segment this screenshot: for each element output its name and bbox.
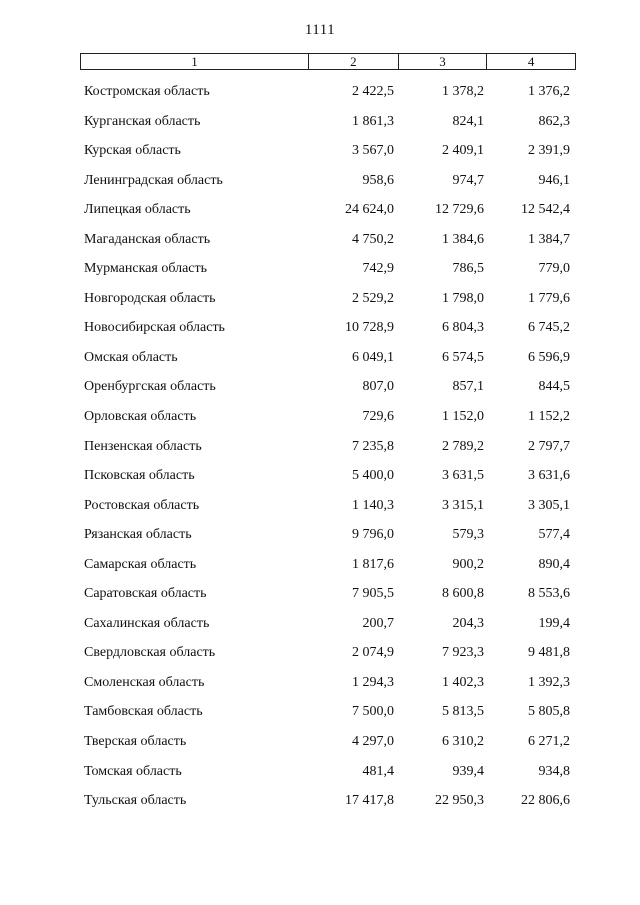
value-col-4: 12 542,4 (521, 202, 570, 218)
value-col-3: 1 152,0 (442, 409, 484, 425)
value-col-2: 2 074,9 (352, 645, 394, 661)
value-col-2: 17 417,8 (345, 793, 394, 809)
value-col-3: 12 729,6 (435, 202, 484, 218)
value-col-4: 1 392,3 (528, 674, 570, 690)
value-col-2: 1 817,6 (352, 556, 394, 572)
value-col-3: 1 384,6 (442, 231, 484, 247)
value-col-4: 6 745,2 (528, 320, 570, 336)
region-name: Ленинградская область (84, 172, 223, 188)
table-row (0, 580, 640, 610)
table-row (0, 669, 640, 699)
value-col-3: 7 923,3 (442, 645, 484, 661)
value-col-2: 958,6 (362, 172, 394, 188)
value-col-3: 2 789,2 (442, 438, 484, 454)
region-name: Новосибирская область (84, 320, 225, 336)
table-row (0, 255, 640, 285)
value-col-3: 8 600,8 (442, 586, 484, 602)
region-name: Ростовская область (84, 497, 200, 513)
value-col-3: 939,4 (452, 763, 484, 779)
value-col-2: 2 529,2 (352, 290, 394, 306)
table-row (0, 314, 640, 344)
value-col-4: 199,4 (538, 615, 570, 631)
value-col-3: 6 574,5 (442, 349, 484, 365)
value-col-2: 7 905,5 (352, 586, 394, 602)
region-name: Тверская область (84, 734, 187, 750)
value-col-4: 6 596,9 (528, 349, 570, 365)
value-col-3: 6 804,3 (442, 320, 484, 336)
region-name: Новгородская область (84, 290, 216, 306)
table-row (0, 78, 640, 108)
column-header-4: 4 (486, 54, 575, 69)
region-name: Псковская область (84, 468, 195, 484)
value-col-4: 5 805,8 (528, 704, 570, 720)
value-col-2: 7 500,0 (352, 704, 394, 720)
value-col-4: 934,8 (538, 763, 570, 779)
value-col-3: 1 402,3 (442, 674, 484, 690)
region-name: Смоленская область (84, 674, 205, 690)
table-row (0, 344, 640, 374)
value-col-2: 481,4 (362, 763, 394, 779)
value-col-4: 3 305,1 (528, 497, 570, 513)
value-col-2: 1 861,3 (352, 113, 394, 129)
region-name: Оренбургская область (84, 379, 216, 395)
table-row (0, 108, 640, 138)
value-col-2: 9 796,0 (352, 527, 394, 543)
value-col-3: 5 813,5 (442, 704, 484, 720)
value-col-3: 579,3 (452, 527, 484, 543)
region-name: Липецкая область (84, 202, 191, 218)
table-row (0, 639, 640, 669)
region-name: Рязанская область (84, 527, 192, 543)
value-col-2: 3 567,0 (352, 143, 394, 159)
value-col-4: 1 376,2 (528, 84, 570, 99)
table-row (0, 196, 640, 226)
value-col-3: 786,5 (452, 261, 484, 277)
region-name: Свердловская область (84, 645, 216, 661)
value-col-4: 862,3 (538, 113, 570, 129)
value-col-3: 824,1 (452, 113, 484, 129)
region-name: Мурманская область (84, 261, 208, 277)
value-col-4: 9 481,8 (528, 645, 570, 661)
value-col-2: 200,7 (362, 615, 394, 631)
value-col-4: 1 152,2 (528, 409, 570, 425)
table-row (0, 373, 640, 403)
value-col-3: 3 631,5 (442, 468, 484, 484)
region-name: Томская область (84, 763, 182, 779)
value-col-4: 1 384,7 (528, 231, 570, 247)
value-col-3: 1 378,2 (442, 84, 484, 99)
value-col-2: 1 294,3 (352, 674, 394, 690)
value-col-4: 890,4 (538, 556, 570, 572)
region-name: Магаданская область (84, 231, 211, 247)
table-row (0, 285, 640, 315)
column-header-1: 1 (191, 54, 198, 69)
value-col-3: 22 950,3 (435, 793, 484, 809)
table-row (0, 698, 640, 728)
table-row (0, 610, 640, 640)
value-col-3: 1 798,0 (442, 290, 484, 306)
page-number: 1111 (304, 22, 336, 38)
table-body (0, 78, 640, 817)
table-row (0, 167, 640, 197)
region-name: Курганская область (84, 113, 201, 129)
region-name: Тамбовская область (84, 704, 203, 720)
table-row (0, 462, 640, 492)
table-row (0, 433, 640, 463)
value-col-4: 2 391,9 (528, 143, 570, 159)
value-col-2: 1 140,3 (352, 497, 394, 513)
region-name: Тульская область (84, 793, 187, 809)
value-col-4: 946,1 (538, 172, 570, 188)
table-row (0, 758, 640, 788)
table-row (0, 226, 640, 256)
region-name: Сахалинская область (84, 615, 210, 631)
value-col-3: 900,2 (452, 556, 484, 572)
value-col-2: 6 049,1 (352, 349, 394, 365)
column-header-2: 2 (308, 54, 398, 69)
value-col-2: 7 235,8 (352, 438, 394, 454)
region-name: Омская область (84, 349, 178, 365)
region-name: Курская область (84, 143, 181, 159)
value-col-4: 1 779,6 (528, 290, 570, 306)
region-name: Орловская область (84, 409, 197, 425)
value-col-4: 2 797,7 (528, 438, 570, 454)
value-col-2: 24 624,0 (345, 202, 394, 218)
value-col-2: 10 728,9 (345, 320, 394, 336)
region-name: Саратовская область (84, 586, 207, 602)
region-name: Костромская область (84, 84, 210, 99)
table-row (0, 492, 640, 522)
value-col-4: 8 553,6 (528, 586, 570, 602)
value-col-4: 844,5 (538, 379, 570, 395)
value-col-3: 6 310,2 (442, 734, 484, 750)
table-row (0, 403, 640, 433)
region-name: Пензенская область (84, 438, 202, 454)
value-col-4: 22 806,6 (521, 793, 570, 809)
value-col-2: 807,0 (362, 379, 394, 395)
value-col-2: 729,6 (362, 409, 394, 425)
value-col-4: 779,0 (538, 261, 570, 277)
value-col-2: 742,9 (362, 261, 394, 277)
table-row (0, 787, 640, 817)
value-col-3: 974,7 (452, 172, 484, 188)
table-row (0, 551, 640, 581)
value-col-2: 2 422,5 (352, 84, 394, 99)
value-col-2: 5 400,0 (352, 468, 394, 484)
table-row (0, 728, 640, 758)
value-col-4: 3 631,6 (528, 468, 570, 484)
table-row (0, 521, 640, 551)
value-col-3: 2 409,1 (442, 143, 484, 159)
value-col-4: 6 271,2 (528, 734, 570, 750)
value-col-2: 4 750,2 (352, 231, 394, 247)
column-header-3: 3 (398, 54, 487, 69)
value-col-3: 3 315,1 (442, 497, 484, 513)
table-header (80, 53, 576, 70)
value-col-3: 857,1 (452, 379, 484, 395)
value-col-3: 204,3 (452, 615, 484, 631)
value-col-2: 4 297,0 (352, 734, 394, 750)
table-row (0, 137, 640, 167)
region-name: Самарская область (84, 556, 197, 572)
value-col-4: 577,4 (538, 527, 570, 543)
